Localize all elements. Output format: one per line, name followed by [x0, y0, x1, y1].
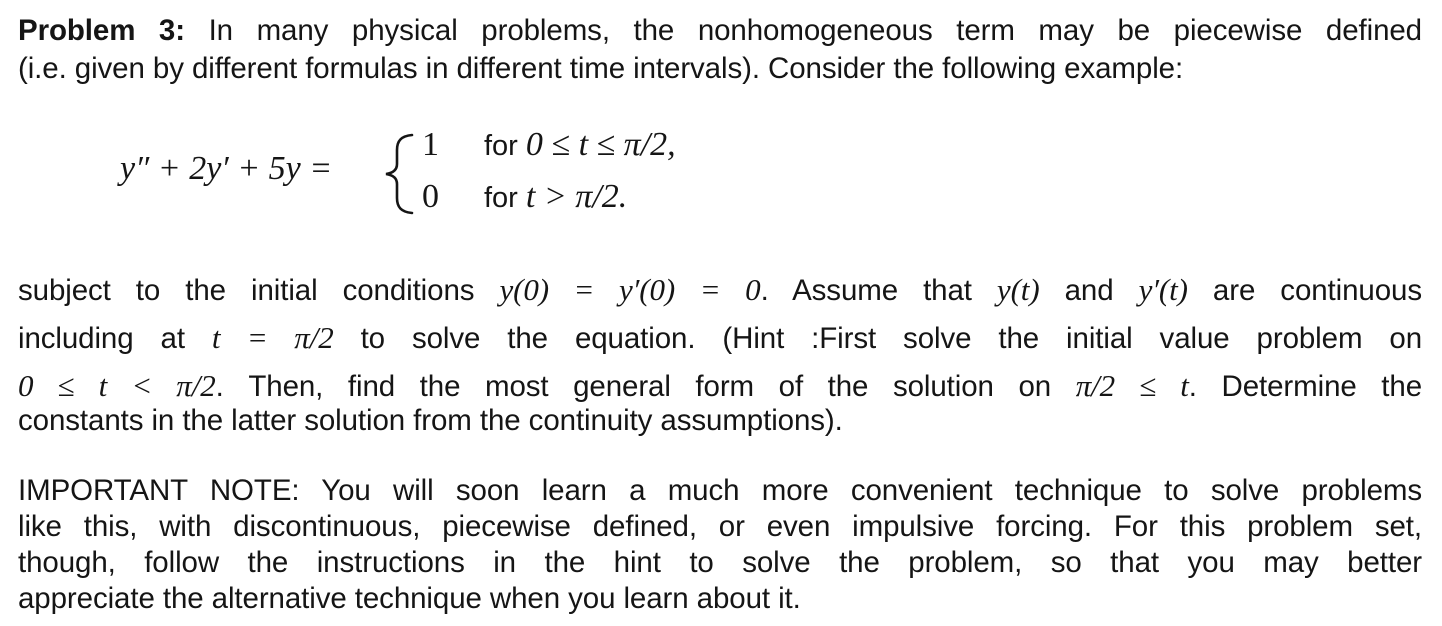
- case-1-for: for: [484, 130, 526, 162]
- case-1-value: 1: [422, 126, 439, 163]
- note-line-1: IMPORTANT NOTE: You will soon learn a much more convenient technique to solve problems: [18, 474, 1422, 507]
- note-line-2: like this, with discontinuous, piecewise defined, or even impulsive forcing. For this problem set,: [18, 510, 1422, 543]
- conditions-text: are continuous: [1187, 274, 1422, 307]
- case-2-condition: t > π/2.: [525, 178, 628, 215]
- case-2-value: 0: [422, 178, 439, 215]
- initial-conditions-math: y(0) = y′(0) = 0: [499, 272, 761, 307]
- conditions-text: . Assume that: [760, 274, 997, 307]
- interval-2-math: π/2 ≤ t: [1075, 368, 1189, 403]
- conditions-text: and: [1039, 274, 1139, 307]
- conditions-text: including at: [18, 322, 212, 355]
- important-note: [18, 473, 1422, 617]
- case-2-for: for: [484, 182, 526, 214]
- intro-line-2: (i.e. given by different formulas in different time intervals). Consider the following example:: [18, 52, 1184, 85]
- note-line-4: appreciate the alternative technique when you learn about it.: [18, 582, 801, 615]
- conditions-text: . Then, find the most general form of the solution on: [215, 370, 1076, 403]
- problem-label: Problem 3:: [18, 14, 185, 47]
- t-equals-math: t = π/2: [211, 320, 334, 355]
- left-brace-icon: [382, 132, 416, 216]
- equation-lhs: y″ + 2y′ + 5y =: [120, 150, 333, 187]
- intro-line-1: [18, 12, 1422, 50]
- y-of-t-math: y(t): [996, 272, 1040, 307]
- conditions-line-4: constants in the latter solution from the continuity assumptions).: [18, 404, 843, 437]
- conditions-line-2: [18, 314, 1422, 362]
- case-1-condition-text: [484, 126, 676, 164]
- case-1-condition: 0 ≤ t ≤ π/2,: [525, 126, 676, 163]
- problem-intro: [18, 12, 1422, 88]
- interval-1-math: 0 ≤ t < π/2: [18, 368, 216, 403]
- note-line-3: though, follow the instructions in the hint to solve the problem, so that you may better: [18, 546, 1422, 579]
- y-prime-of-t-math: y′(t): [1138, 272, 1188, 307]
- conditions-text: subject to the initial conditions: [18, 274, 500, 307]
- conditions-line-1: [18, 266, 1422, 314]
- conditions-text: to solve the equation. (Hint :First solve the initial value problem on: [333, 322, 1422, 355]
- case-2-condition-text: [484, 178, 627, 216]
- conditions-text: . Determine the: [1188, 370, 1422, 403]
- intro-text-1: In many physical problems, the nonhomogeneous term may be piecewise defined: [184, 14, 1422, 47]
- conditions-paragraph: [18, 266, 1422, 439]
